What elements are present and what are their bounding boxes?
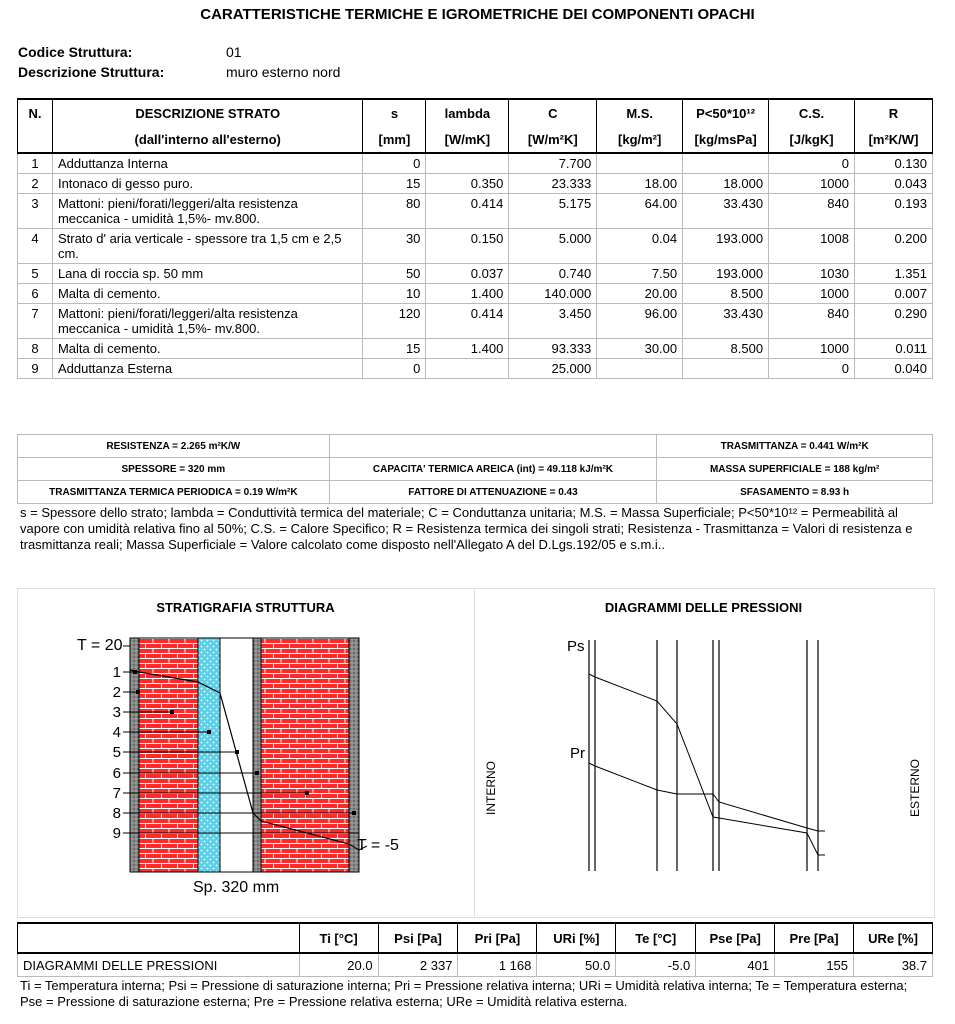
col-header-p: P<50*10¹² — [683, 99, 769, 126]
cond-header-ure: URe [%] — [854, 923, 933, 953]
cell-lambda: 0.150 — [426, 229, 509, 264]
structure-code-label: Codice Struttura: — [18, 44, 133, 60]
col-header-r: R — [855, 99, 933, 126]
conditions-header-row — [18, 923, 933, 953]
cond-header-te: Te [°C] — [616, 923, 696, 953]
cell-cs: 840 — [769, 194, 855, 229]
cond-ure: 38.7 — [854, 953, 933, 977]
cell-n: 3 — [18, 194, 53, 229]
relative-pressure-line — [589, 763, 825, 831]
cell-s: 30 — [363, 229, 426, 264]
cond-header-pse: Pse [Pa] — [696, 923, 775, 953]
table-row — [18, 339, 933, 359]
cell-c: 3.450 — [509, 304, 597, 339]
layers-table — [17, 98, 933, 379]
table-row — [18, 194, 933, 229]
cell-n: 4 — [18, 229, 53, 264]
cell-lambda: 0.037 — [426, 264, 509, 284]
pressure-title: DIAGRAMMI DELLE PRESSIONI — [604, 600, 803, 615]
summary-massa: MASSA SUPERFICIALE = 188 kg/m² — [657, 458, 933, 481]
diagrams-svg — [17, 588, 933, 916]
cell-r: 0.193 — [855, 194, 933, 229]
cell-ms — [597, 359, 683, 379]
summary-table — [17, 434, 933, 504]
col-header-n: N. — [18, 99, 53, 126]
cell-cs: 1000 — [769, 284, 855, 304]
structure-description-value: muro esterno nord — [226, 64, 341, 80]
structure-code-value: 01 — [226, 44, 242, 60]
cell-c: 93.333 — [509, 339, 597, 359]
pressure-diagram — [484, 638, 922, 871]
cell-p: 8.500 — [683, 339, 769, 359]
col-unit-cs: [J/kgK] — [769, 126, 855, 153]
cell-p — [683, 359, 769, 379]
layer-number-label: 8 — [112, 805, 121, 822]
layer-number-label: 9 — [112, 825, 121, 842]
summary-empty — [329, 435, 657, 458]
cell-s: 15 — [363, 339, 426, 359]
cell-p: 33.430 — [683, 194, 769, 229]
col-header-ms: M.S. — [597, 99, 683, 126]
layer-number-label: 3 — [112, 704, 121, 721]
temp-outer-label: T = -5 — [357, 837, 399, 854]
cell-desc: Adduttanza Esterna — [52, 359, 363, 379]
col-unit-lambda: [W/mK] — [426, 126, 509, 153]
temp-inner-label: T = 20 — [77, 637, 123, 654]
cell-p — [683, 153, 769, 174]
cell-r: 1.351 — [855, 264, 933, 284]
layer-number-label: 7 — [112, 785, 121, 802]
cell-c: 5.000 — [509, 229, 597, 264]
cell-cs: 1008 — [769, 229, 855, 264]
table-row — [18, 174, 933, 194]
summary-spessore: SPESSORE = 320 mm — [18, 458, 330, 481]
cell-r: 0.130 — [855, 153, 933, 174]
cell-r: 0.200 — [855, 229, 933, 264]
cell-cs: 1000 — [769, 174, 855, 194]
cell-ms: 64.00 — [597, 194, 683, 229]
cond-row-label: DIAGRAMMI DELLE PRESSIONI — [18, 953, 300, 977]
col-unit-p: [kg/msPa] — [683, 126, 769, 153]
cond-header-pri: Pri [Pa] — [458, 923, 537, 953]
cell-desc: Mattoni: pieni/forati/leggeri/alta resistenza meccanica - umidità 1,5%- mv.800. — [52, 304, 363, 339]
cell-s: 0 — [363, 153, 426, 174]
cell-p: 8.500 — [683, 284, 769, 304]
cond-pri: 1 168 — [458, 953, 537, 977]
layer-brick-2 — [261, 638, 349, 872]
cell-desc: Adduttanza Interna — [52, 153, 363, 174]
cell-desc: Mattoni: pieni/forati/leggeri/alta resistenza meccanica - umidità 1,5%- mv.800. — [52, 194, 363, 229]
table-row — [18, 284, 933, 304]
table-row — [18, 304, 933, 339]
layer-number-label: 6 — [112, 765, 121, 782]
cell-ms — [597, 153, 683, 174]
layer-number-labels — [113, 664, 121, 842]
esterno-label: ESTERNO — [908, 758, 922, 818]
structure-description — [18, 64, 340, 80]
table-row — [18, 153, 933, 174]
cell-n: 5 — [18, 264, 53, 284]
col-unit-s: [mm] — [363, 126, 426, 153]
cell-r: 0.011 — [855, 339, 933, 359]
col-header-desc: DESCRIZIONE STRATO — [52, 99, 363, 126]
cell-s: 0 — [363, 359, 426, 379]
layer-boundaries — [589, 640, 818, 871]
cell-lambda: 0.350 — [426, 174, 509, 194]
page-title: CARATTERISTICHE TERMICHE E IGROMETRICHE DEI COMPONENTI OPACHI — [200, 6, 755, 23]
col-header-c: C — [509, 99, 597, 126]
cell-lambda — [426, 153, 509, 174]
table-legend: s = Spessore dello strato; lambda = Conduttività termica del materiale; C = Conduttanza unitaria; M.S. = Massa Superficiale; P<50*10¹² = Permeabilità al vapore con umidità relativa fino al 50%; C.S. = Calore Specifico; R = Resistenza termica dei singoli strati; Resistenza - Trasmittanza = Valori di resistenza e trasmittanza reali; Massa Superficiale = Valore calcolato come disposto nell'Allegato A del D.Lgs.192/05 e s.m.i.. — [20, 505, 913, 552]
cell-c: 23.333 — [509, 174, 597, 194]
table-row — [18, 264, 933, 284]
cell-cs: 1000 — [769, 339, 855, 359]
summary-sfasamento: SFASAMENTO = 8.93 h — [657, 481, 933, 504]
summary-trasmittanza-periodica: TRASMITTANZA TERMICA PERIODICA = 0.19 W/m²K — [18, 481, 330, 504]
col-unit-r: [m²K/W] — [855, 126, 933, 153]
cell-n: 1 — [18, 153, 53, 174]
col-unit-ms: [kg/m²] — [597, 126, 683, 153]
cell-p: 193.000 — [683, 229, 769, 264]
table-row — [18, 229, 933, 264]
cell-p: 33.430 — [683, 304, 769, 339]
summary-capacita: CAPACITA' TERMICA AREICA (int) = 49.118 kJ/m²K — [329, 458, 657, 481]
cell-s: 10 — [363, 284, 426, 304]
structure-description-label: Descrizione Struttura: — [18, 64, 165, 80]
conditions-table — [17, 922, 933, 977]
cond-ti: 20.0 — [299, 953, 378, 977]
structure-code — [18, 44, 242, 60]
cell-ms: 30.00 — [597, 339, 683, 359]
cond-te: -5.0 — [616, 953, 696, 977]
cell-lambda: 1.400 — [426, 284, 509, 304]
cell-ms: 96.00 — [597, 304, 683, 339]
cell-ms: 7.50 — [597, 264, 683, 284]
cell-cs: 0 — [769, 153, 855, 174]
stratigraphy-title: STRATIGRAFIA STRUTTURA — [156, 600, 335, 615]
cell-lambda: 1.400 — [426, 339, 509, 359]
cond-header-uri: URi [%] — [537, 923, 616, 953]
cell-r: 0.290 — [855, 304, 933, 339]
cell-desc: Malta di cemento. — [52, 284, 363, 304]
summary-fattore: FATTORE DI ATTENUAZIONE = 0.43 — [329, 481, 657, 504]
layers-header-row — [18, 99, 933, 126]
cell-desc: Lana di roccia sp. 50 mm — [52, 264, 363, 284]
cell-r: 0.007 — [855, 284, 933, 304]
layer-number-label: 1 — [112, 664, 121, 681]
cell-desc: Intonaco di gesso puro. — [52, 174, 363, 194]
layer-mortar-1 — [253, 638, 261, 872]
cell-desc: Strato d' aria verticale - spessore tra 1,5 cm e 2,5 cm. — [52, 229, 363, 264]
cell-ms: 0.04 — [597, 229, 683, 264]
col-header-cs: C.S. — [769, 99, 855, 126]
cell-s: 50 — [363, 264, 426, 284]
cond-pse: 401 — [696, 953, 775, 977]
cell-n: 9 — [18, 359, 53, 379]
saturation-pressure-line — [589, 674, 825, 855]
cell-lambda — [426, 359, 509, 379]
cell-cs: 840 — [769, 304, 855, 339]
cell-s: 15 — [363, 174, 426, 194]
cond-header-ti: Ti [°C] — [299, 923, 378, 953]
cond-header-psi: Psi [Pa] — [378, 923, 458, 953]
cell-n: 7 — [18, 304, 53, 339]
cell-ms: 18.00 — [597, 174, 683, 194]
cell-c: 0.740 — [509, 264, 597, 284]
table-row — [18, 359, 933, 379]
cell-lambda: 0.414 — [426, 194, 509, 229]
layer-insulation — [198, 638, 220, 872]
layer-number-label: 2 — [112, 684, 121, 701]
stratigraphy-drawing — [77, 637, 399, 896]
cell-desc: Malta di cemento. — [52, 339, 363, 359]
cell-p: 18.000 — [683, 174, 769, 194]
conditions-legend: Ti = Temperatura interna; Psi = Pressione di saturazione interna; Pri = Pressione relativa interna; URi = Umidità relativa interna; Te = Temperatura esterna; Pse = Pressione di saturazione esterna; Pre = Pressione relativa esterna; URe = Umidità relativa esterna. — [20, 978, 908, 1009]
ps-label: Ps — [567, 638, 585, 655]
summary-trasmittanza: TRASMITTANZA = 0.441 W/m²K — [657, 435, 933, 458]
cell-c: 5.175 — [509, 194, 597, 229]
col-unit-n — [18, 126, 53, 153]
cell-n: 2 — [18, 174, 53, 194]
cell-lambda: 0.414 — [426, 304, 509, 339]
thickness-label: Sp. 320 mm — [193, 879, 280, 896]
conditions-row — [18, 953, 933, 977]
cell-cs: 1030 — [769, 264, 855, 284]
cell-r: 0.040 — [855, 359, 933, 379]
cell-c: 7.700 — [509, 153, 597, 174]
cell-p: 193.000 — [683, 264, 769, 284]
cond-psi: 2 337 — [378, 953, 458, 977]
cell-s: 80 — [363, 194, 426, 229]
col-unit-desc: (dall'interno all'esterno) — [52, 126, 363, 153]
cond-header-pre: Pre [Pa] — [775, 923, 854, 953]
cond-header-label — [18, 923, 300, 953]
cell-c: 140.000 — [509, 284, 597, 304]
layers-units-row — [18, 126, 933, 153]
cell-r: 0.043 — [855, 174, 933, 194]
cell-n: 6 — [18, 284, 53, 304]
layer-number-label: 4 — [112, 724, 121, 741]
cell-cs: 0 — [769, 359, 855, 379]
pr-label: Pr — [570, 745, 585, 762]
cell-s: 120 — [363, 304, 426, 339]
cell-c: 25.000 — [509, 359, 597, 379]
cond-uri: 50.0 — [537, 953, 616, 977]
summary-resistenza: RESISTENZA = 2.265 m²K/W — [18, 435, 330, 458]
col-unit-c: [W/m²K] — [509, 126, 597, 153]
cell-ms: 20.00 — [597, 284, 683, 304]
layer-number-label: 5 — [112, 744, 121, 761]
interno-label: INTERNO — [484, 761, 498, 815]
col-header-lambda: lambda — [426, 99, 509, 126]
cell-n: 8 — [18, 339, 53, 359]
col-header-s: s — [363, 99, 426, 126]
cond-pre: 155 — [775, 953, 854, 977]
